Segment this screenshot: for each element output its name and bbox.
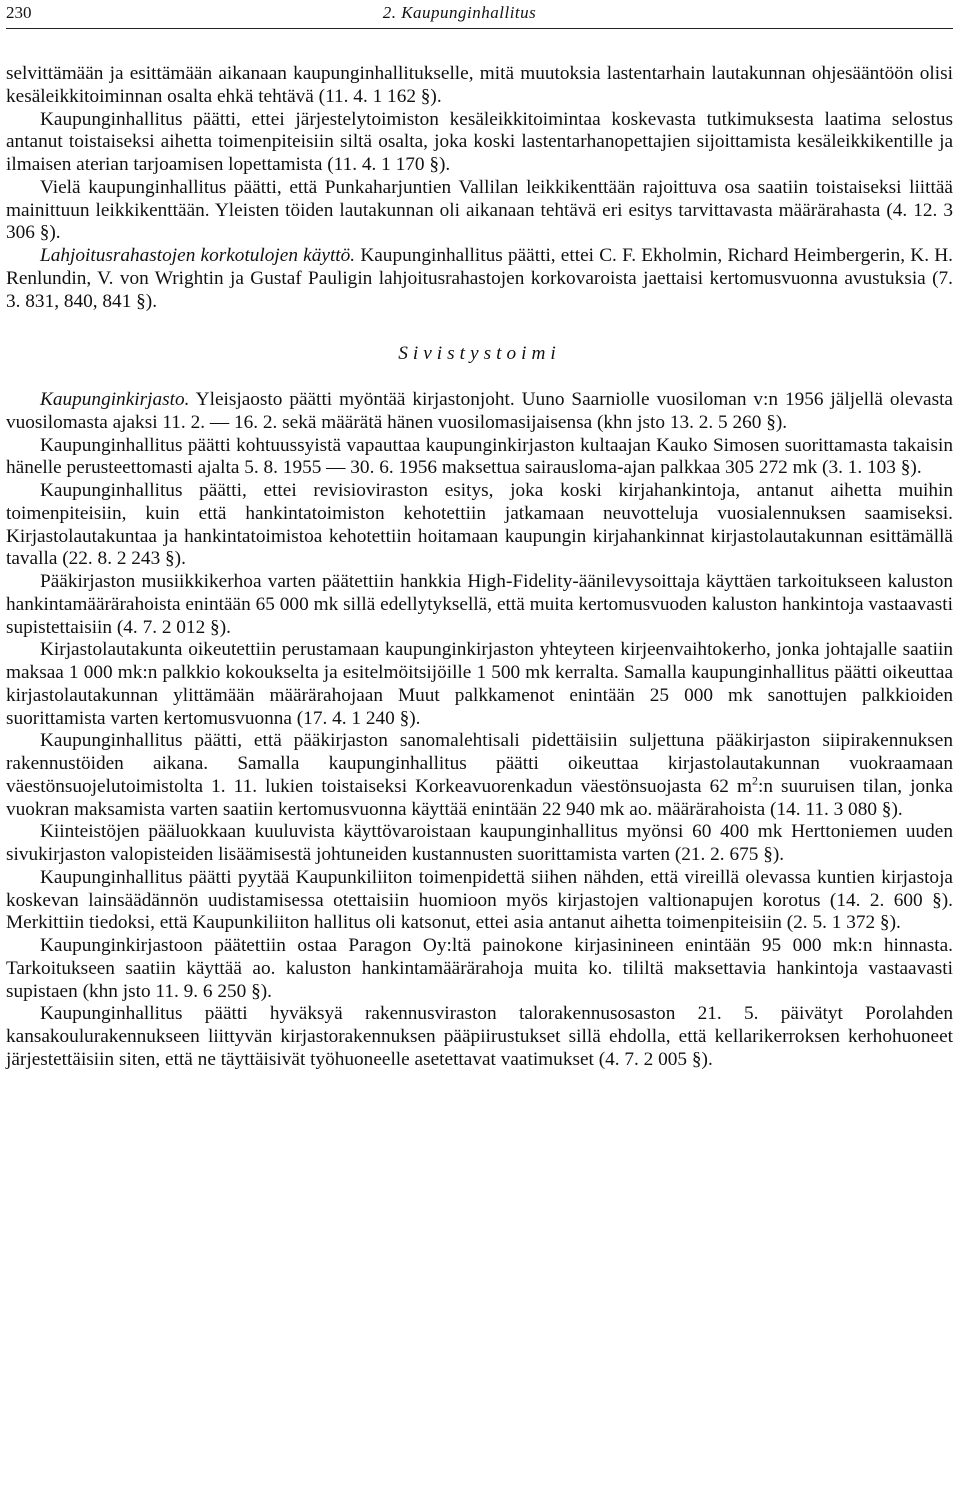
paragraph: Kaupunginhallitus päätti kohtuussyistä vapauttaa kaupunginkirjaston kultaajan Kauko Simosen suorittamasta takaisin hänelle perusteettomasti ajalta 5. 8. 1955 — 30. 6. 1956 maksettua sairausloma-ajan palkkaa 305 272 mk (3. 1. 103 §). — [6, 434, 953, 479]
paragraph: Kaupunginhallitus päätti, ettei revisioviraston esitys, joka koski kirjahankintoja, antanut aihetta muihin toimenpiteisiin, kuin että hankintatoimiston kehotettiin jatkamaan neuvotteluja vuosialennuksen saamiseksi. Kirjastolautakuntaa ja hankintatoimistoa kehotettiin hoitamaan kaupungin kirjahankinnat kirjastolautakunnan esittämällä tavalla (22. 8. 2 243 §). — [6, 480, 953, 570]
paragraph: Kaupunginhallitus päätti pyytää Kaupunkiliiton toimenpidettä siihen nähden, että vireillä olevassa kuntien kirjastoja koskevan lainsäädännön uudistamisessa otettaisiin huomioon myös kirjastojen valtionapujen korotus (14. 2. 600 §). Merkittiin tiedoksi, että Kaupunkiliiton hallitus oli katsonut, ettei asia antanut aihetta toimenpiteisiin (2. 5. 1 372 §). — [6, 866, 953, 934]
paragraph-lead: Kaupunginkirjasto. — [40, 389, 190, 410]
paragraph: Kiinteistöjen pääluokkaan kuuluvista käyttövaroistaan kaupunginhallitus myönsi 60 400 mk Herttoniemen uuden sivukirjaston valopisteiden lisäämisestä johtuneiden kustannusten suorittamista varten (21. 2. 675 §). — [6, 821, 953, 865]
paragraph-lead: Lahjoitusrahastojen korkotulojen käyttö. — [40, 245, 356, 266]
paragraph: selvittämään ja esittämään aikanaan kaupunginhallitukselle, mitä muutoksia lastentarhain lautakunnan ohjesääntöön olisi kesäleikkitoiminnan osalta ehkä tehtävä (11. 4. 1 162 §). — [6, 63, 953, 107]
paragraph: Vielä kaupunginhallitus päätti, että Punkaharjuntien Vallilan leikkikenttään rajoittuva osa saatiin toistaiseksi liittää mainittuun leikkikenttään. Yleisten töiden lautakunnan oli aikanaan tehtävä eri esitys tarvittavasta määrärahasta (4. 12. 3 306 §). — [6, 176, 953, 244]
page-number: 230 — [6, 3, 32, 22]
section-heading: Sivistystoimi — [398, 343, 561, 365]
paragraph-text: Kaupunginhallitus päätti, että pääkirjaston sanomalehtisali pidettäisiin suljettuna pääkirjaston siipirakennuksen rakennustöiden aikana. Samalla kaupunginhallitus päätti oikeuttaa kirjastolautakunnan vuokraamaan väestönsuojelutoimistolta 1. 11. lukien toistaiseksi Korkeavuorenkadun väestönsuojasta 62 m — [6, 730, 953, 797]
paragraph: Kaupunginhallitus päätti hyväksyä rakennusviraston talorakennusosaston 21. 5. päivätyt Porolahden kansakoulurakennukseen liittyvän kirjastorakennuksen pääpiirustukset sillä ehdolla, että kellarikerroksen kerhohuoneet järjestettäisiin siten, että ne täyttäisivät työhuoneelle asetettavat vaatimukset (4. 7. 2 005 §). — [6, 1003, 953, 1070]
paragraph: Kaupunginkirjastoon päätettiin ostaa Paragon Oy:ltä painokone kirjasinineen enintään 95 000 mk:n hinnasta. Tarkoitukseen saatiin käyttää ao. kaluston hankintamäärärahoja muita ko. tililtä maksettavia hankintoja vastaavasti supistaen (khn jsto 11. 9. 6 250 §). — [6, 935, 953, 1002]
paragraph-kaupunginkirjasto — [6, 389, 953, 435]
running-title: 2. Kaupunginhallitus — [382, 3, 537, 22]
paragraph: Kaupunginhallitus päätti, ettei järjestelytoimiston kesäleikkitoimintaa koskevasta tutkimuksesta laatima selostus antanut toistaiseksi aihetta toimenpiteisiin siltä osalta, joka koski lastentarhanopettajien sijoittamista kesäleikkikentille ja ilmaisen aterian tarjoamisen lopettamista (11. 4. 1 170 §). — [6, 108, 953, 175]
paragraph-lahjoitusrahastot — [6, 245, 953, 313]
paragraph: Pääkirjaston musiikkikerhoa varten päätettiin hankkia High-Fidelity-äänilevysoittaja käyttäen tarkoitukseen kaluston hankintamäärärahoista enintään 65 000 mk sillä edellytyksellä, että muita kertomusvuoden kaluston hankintoja vastaavasti supistettaisiin (4. 7. 2 012 §). — [6, 571, 953, 638]
paragraph-korkeavuorenkatu — [6, 730, 953, 821]
paragraph-text: :n suuruisen tilan, jonka vuokran maksamista varten saatiin kertomusvuonna käyttää enintään 22 940 mk ao. määrärahoista (14. 11. 3 080 §). — [6, 775, 953, 820]
page-body — [6, 29, 953, 1072]
running-header — [6, 0, 953, 29]
superscript: 2 — [751, 773, 758, 788]
paragraph-text: Kaupunginhallitus päätti, ettei C. F. Ekholmin, Richard Heimbergerin, K. H. Renlundin, V. von Wrightin ja Gustaf Pauligin lahjoitusrahastojen korkovaroista jaettaisi kertomusvuonna avustuksia (7. 3. 831, 840, 841 §). — [6, 245, 953, 312]
paragraph: Kirjastolautakunta oikeutettiin perustamaan kaupunginkirjaston yhteyteen kirjeenvaihtokerho, jonka johtajalle saatiin maksaa 1 000 mk:n palkkio kokoukselta ja esitelmöitsijöille 1 500 mk kerralta. Samalla kaupunginhallitus päätti oikeuttaa kirjastolautakunnan ylittämään määrärahojaan Muut palkkamenot enintään 25 000 mk sanottujen palkkioiden suorittamista varten kertomusvuonna (17. 4. 1 240 §). — [6, 639, 953, 729]
paragraph-text: Yleisjaosto päätti myöntää kirjastonjoht. Uuno Saarniolle vuosiloman v:n 1956 jäljellä olevasta vuosilomasta ajaksi 11. 2. — 16. 2. sekä määrätä hänen vuosilomasijaisensa (khn jsto 13. 2. 5 260 §). — [6, 389, 953, 433]
